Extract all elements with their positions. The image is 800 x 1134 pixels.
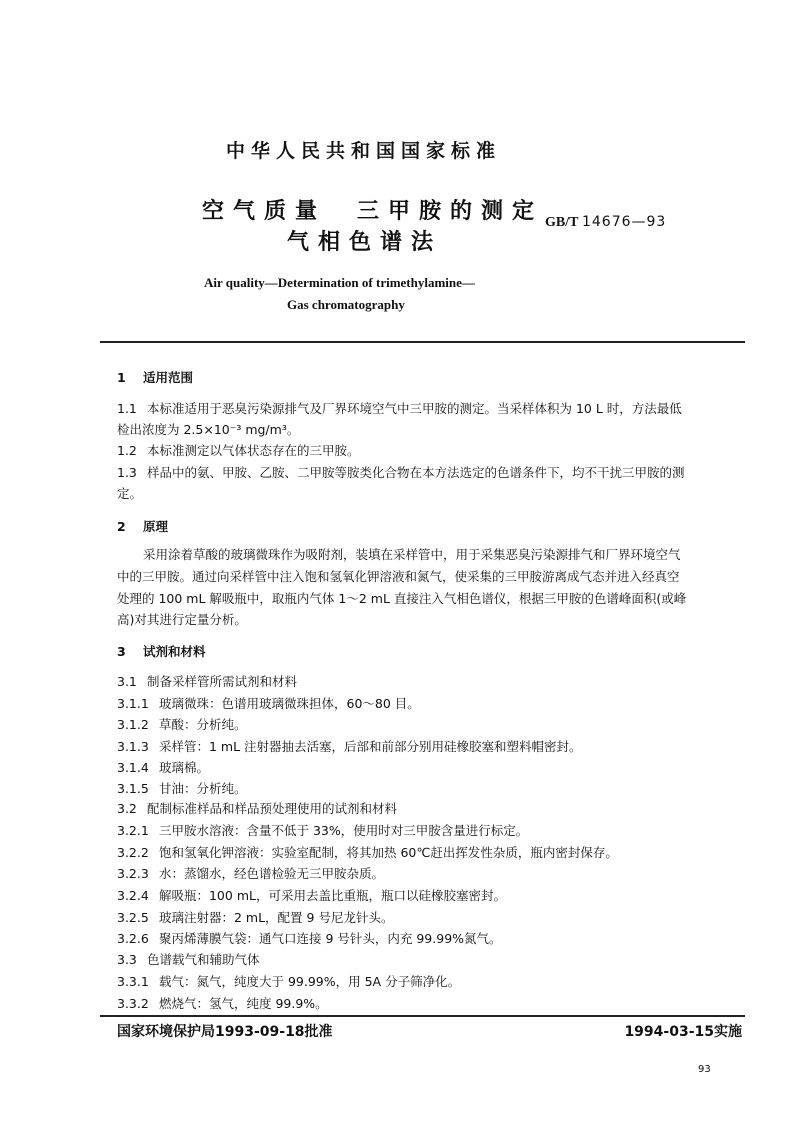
clause-3-3-1 bbox=[117, 974, 460, 990]
principle-line: 采用涂着草酸的玻璃微珠作为吸附剂，装填在采样管中，用于采集恶臭污染源排气和厂界环境空气 bbox=[143, 547, 681, 562]
clause-text: 采样管：1 mL 注射器抽去活塞，后部和前部分别用硅橡胶塞和塑料帽密封。 bbox=[158, 739, 582, 754]
english-title-line-2: Gas chromatography bbox=[287, 297, 405, 312]
clause-number: 3.1.1 bbox=[117, 696, 149, 711]
page-number: 93 bbox=[698, 1064, 711, 1075]
clause-text: 水：蒸馏水，经色谱检验无三甲胺杂质。 bbox=[158, 866, 384, 881]
clause-text: 燃烧气：氢气，纯度 99.9%。 bbox=[158, 996, 328, 1011]
clause-number: 3.1.2 bbox=[117, 717, 149, 732]
standard-type: 中华人民共和国国家标准 bbox=[226, 140, 502, 162]
clause-number: 3.2 bbox=[117, 801, 137, 816]
clause-number: 3.3 bbox=[117, 952, 137, 967]
code-prefix: GB/T bbox=[545, 215, 579, 230]
clause-number: 3.2.4 bbox=[117, 888, 149, 903]
clause-number: 3.2.3 bbox=[117, 866, 149, 881]
section-heading-1 bbox=[117, 370, 193, 386]
section-heading-3 bbox=[117, 644, 206, 660]
clause-text: 解吸瓶：100 mL，可采用去盖比重瓶，瓶口以硅橡胶塞密封。 bbox=[158, 888, 506, 903]
clause-3-2-3 bbox=[117, 866, 384, 882]
clause-text: 配制标准样品和样品预处理使用的试剂和材料 bbox=[146, 801, 397, 816]
clause-3-2-5 bbox=[117, 910, 393, 926]
clause-1-3-cont: 定。 bbox=[117, 486, 143, 501]
clause-3-2-1 bbox=[117, 823, 528, 839]
clause-number: 3.1 bbox=[117, 674, 137, 689]
clause-3-1-4 bbox=[117, 760, 209, 776]
clause-text: 制备采样管所需试剂和材料 bbox=[146, 674, 297, 689]
clause-text: 聚丙烯薄膜气袋：通气口连接 9 号针头，内充 99.99%氮气。 bbox=[158, 931, 502, 946]
principle-line: 中的三甲胺。通过向采样管中注入饱和氢氧化钾溶液和氮气，使采集的三甲胺游离成气态并进入经真空 bbox=[117, 569, 680, 584]
clause-3-1 bbox=[117, 674, 297, 690]
clause-3-2-2 bbox=[117, 845, 618, 861]
clause-text: 饱和氢氧化钾溶液：实验室配制，将其加热 60℃赶出挥发性杂质，瓶内密封保存。 bbox=[158, 845, 618, 860]
section-number: 1 bbox=[117, 370, 126, 385]
clause-text: 本标准测定以气体状态存在的三甲胺。 bbox=[146, 443, 360, 458]
clause-text: 三甲胺水溶液：含量不低于 33%，使用时对三甲胺含量进行标定。 bbox=[158, 823, 529, 838]
clause-number: 1.3 bbox=[117, 465, 137, 480]
clause-3-2 bbox=[117, 801, 397, 817]
clause-3-2-4 bbox=[117, 888, 506, 904]
clause-3-1-3 bbox=[117, 739, 582, 755]
clause-number: 3.2.5 bbox=[117, 910, 149, 925]
clause-text: 玻璃棉。 bbox=[158, 760, 209, 775]
clause-text: 草酸：分析纯。 bbox=[158, 717, 247, 732]
title-line-1: 空气质量 三甲胺的测定 bbox=[202, 199, 544, 224]
clause-number: 3.2.1 bbox=[117, 823, 149, 838]
clause-number: 1.2 bbox=[117, 443, 137, 458]
clause-text: 本标准适用于恶臭污染源排气及厂界环境空气中三甲胺的测定。当采样体积为 10 L 时，方法最低 bbox=[146, 401, 682, 416]
standard-code bbox=[545, 214, 666, 231]
clause-3-2-6 bbox=[117, 931, 502, 947]
clause-number: 3.1.3 bbox=[117, 739, 149, 754]
effective-date: 1994-03-15实施 bbox=[624, 1024, 742, 1040]
clause-text: 载气：氮气，纯度大于 99.99%，用 5A 分子筛净化。 bbox=[158, 974, 461, 989]
clause-3-1-1 bbox=[117, 696, 420, 712]
section-title: 适用范围 bbox=[143, 370, 194, 385]
clause-3-3-2 bbox=[117, 996, 328, 1012]
clause-text: 样品中的氨、甲胺、乙胺、二甲胺等胺类化合物在本方法选定的色谱条件下，均不干扰三甲胺的测 bbox=[146, 465, 685, 480]
clause-text: 玻璃注射器：2 mL，配置 9 号尼龙针头。 bbox=[158, 910, 394, 925]
clause-number: 3.1.4 bbox=[117, 760, 149, 775]
clause-3-1-2 bbox=[117, 717, 247, 733]
section-heading-2 bbox=[117, 519, 168, 535]
clause-text: 色谱载气和辅助气体 bbox=[146, 952, 260, 967]
principle-line: 高)对其进行定量分析。 bbox=[117, 612, 247, 627]
section-title: 试剂和材料 bbox=[143, 644, 206, 659]
clause-number: 3.2.6 bbox=[117, 931, 149, 946]
clause-number: 3.3.1 bbox=[117, 974, 149, 989]
clause-number: 3.3.2 bbox=[117, 996, 149, 1011]
footer-divider bbox=[100, 1015, 745, 1017]
clause-text: 甘油：分析纯。 bbox=[158, 781, 247, 796]
english-title-line-1: Air quality—Determination of trimethylamine— bbox=[204, 275, 475, 290]
header-divider bbox=[100, 341, 745, 343]
title-line-2: 气相色谱法 bbox=[287, 230, 443, 255]
clause-text: 玻璃微珠：色谱用玻璃微珠担体，60～80 目。 bbox=[158, 696, 420, 711]
section-number: 3 bbox=[117, 644, 126, 659]
clause-1-2 bbox=[117, 443, 360, 459]
principle-line: 处理的 100 mL 解吸瓶中，取瓶内气体 1～2 mL 直接注入气相色谱仪，根据三甲胺的色谱峰面积(或峰 bbox=[117, 591, 687, 606]
section-number: 2 bbox=[117, 519, 126, 534]
clause-number: 3.1.5 bbox=[117, 781, 149, 796]
clause-3-1-5 bbox=[117, 781, 247, 797]
clause-1-3 bbox=[117, 465, 685, 481]
approval-info: 国家环境保护局1993-09-18批准 bbox=[117, 1024, 333, 1040]
section-title: 原理 bbox=[143, 519, 169, 534]
clause-3-3 bbox=[117, 952, 260, 968]
clause-number: 1.1 bbox=[117, 401, 137, 416]
clause-1-1 bbox=[117, 401, 682, 417]
clause-number: 3.2.2 bbox=[117, 845, 149, 860]
code-number: 14676—93 bbox=[581, 214, 667, 230]
clause-1-1-cont: 检出浓度为 2.5×10⁻³ mg/m³。 bbox=[117, 422, 300, 437]
